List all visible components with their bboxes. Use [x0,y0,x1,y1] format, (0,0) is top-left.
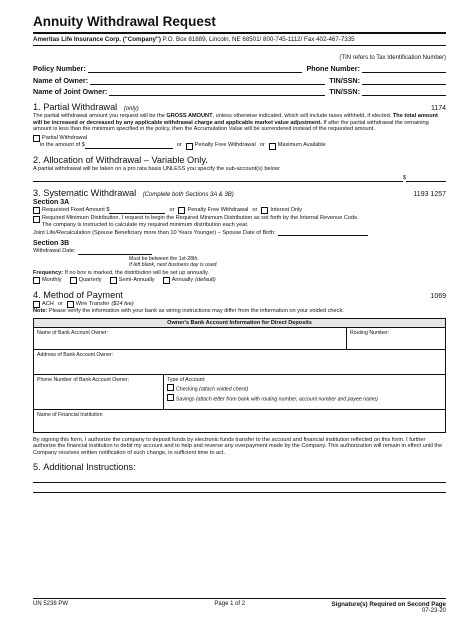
footer-right [332,601,447,614]
bank-owner-name-label: Name of Bank Account Owner: [37,329,108,336]
withdrawal-date-field[interactable] [78,249,152,255]
section-2-text: A partial withdrawal will be taken on a pro rata basis UNLESS you specify the sub-account(s) below: [33,165,281,172]
joint-life-label: Joint Life/Recalculation (Spouse Beneficiary more than 10 Years Younger) – Spouse Date of Birth: [33,229,276,236]
withdrawal-date-row [33,248,446,256]
bank-table-heading: Owner's Bank Account Information for Direct Deposits [34,319,445,328]
financial-institution-cell[interactable] [34,410,445,432]
bank-row-3 [34,375,445,410]
revision-date: 07-23-20 [421,608,446,614]
s1-p2: The total amount will be increased or decreased by any applicable withdrawal charge and applicable market value adjustment. [33,113,438,126]
owner-name-field[interactable] [90,76,325,85]
owner-name-label: Name of Owner: [33,75,89,85]
withdrawal-date-label: Withdrawal Date: [33,248,76,255]
bank-row-1 [34,328,445,350]
payment-or: or [57,300,63,307]
tin-field-2[interactable] [362,87,446,96]
company-address: P.O. Box 81889, Lincoln, NE 68501/ 800-745-1112/ Fax 402-467-7335 [162,36,355,43]
s3-penalty-free-label: Penalty Free Withdrawal [187,206,249,213]
savings-note: (attach letter from bank with routing number, account number and payee name) [195,396,378,403]
section-3-heading [33,188,446,198]
maximum-available-checkbox[interactable] [269,143,276,150]
maximum-available-label: Maximum Available [277,142,326,149]
section-4-number: 4. [33,289,41,300]
section-2-title: Allocation of Withdrawal – Variable Only. [43,154,208,165]
section-3-title: Systematic Withdrawal [43,187,137,198]
sub-account-dollar: $ [402,175,406,182]
section-4-code: 1069 [430,292,446,300]
phone-number-field[interactable] [362,64,446,73]
owner-row [33,76,446,85]
policy-number-field[interactable] [88,64,303,73]
section-3-code: 1193 1257 [413,190,446,198]
interest-only-checkbox[interactable] [261,207,268,214]
tin-label-2: TIN/SSN: [329,87,360,96]
bank-owner-address-cell[interactable] [34,350,445,374]
wire-transfer-label: Wire Transfer [75,300,110,307]
s3-penalty-free-checkbox[interactable] [178,207,185,214]
bank-row-2 [34,350,445,375]
partial-withdrawal-checkbox[interactable] [33,135,40,142]
financial-institution-label: Name of Financial Institution [37,411,103,418]
joint-owner-row [33,87,446,96]
partial-withdrawal-label: Partial Withdrawal [42,134,88,141]
section-1-sub: (only) [123,106,139,112]
rmd-text-2: The company is instructed to calculate my required minimum distribution each year. [42,221,249,228]
date-note-1: Must be between the 1st-28th. [129,255,199,262]
savings-option [167,394,442,404]
bank-info-table [33,318,446,433]
page-number: Page 1 of 2 [214,601,246,607]
section-5-heading [33,462,446,472]
s1-p1c: , unless otherwise indicated, which will include taxes withheld, if elected. [212,113,392,119]
policy-number-label: Policy Number: [33,64,86,73]
authorization-text: By signing this form, I authorize the company to deposit funds by electronic funds transfer to the account and financial institution reflected on this form. I further authorize the financial institution to debit my account and to help and reverse any overpayment made by the Company. This authorization will remain in effect until the Company receives written notification of such change, in sufficient time to act. [33,436,443,456]
form-number: UN 5238 PW [33,601,69,607]
note-label: Note: [33,308,48,315]
bank-owner-phone-label: Phone Number of Bank Account Owner: [37,376,129,383]
section-3-sub: (Complete both Sections 3A & 3B) [142,191,234,198]
ach-checkbox[interactable] [33,301,40,308]
joint-owner-field[interactable] [109,87,325,96]
wire-transfer-checkbox[interactable] [67,301,74,308]
monthly-checkbox[interactable] [33,277,40,284]
rmd-option [33,215,446,228]
tin-note: (TIN refers to Tax Identification Number) [339,55,446,61]
wire-fee: ($14 fee) [111,300,134,307]
rmd-checkbox[interactable] [33,216,40,223]
bank-owner-name-cell[interactable] [34,328,347,349]
quarterly-label: Quarterly [78,277,102,284]
fixed-amount-checkbox[interactable] [33,207,40,214]
joint-owner-label: Name of Joint Owner: [33,87,108,96]
frequency-options [33,277,446,285]
frequency-label: Frequency: [33,269,64,276]
checking-option [167,384,442,394]
phone-number-label: Phone Number: [306,64,360,73]
section-3b-heading: Section 3B [33,240,70,248]
section-5-title: Additional Instructions: [43,461,136,472]
section-4-heading [33,290,446,300]
section-3a-options [33,207,446,215]
sub-account-amount-field[interactable] [406,176,446,182]
s1-p1b: GROSS AMOUNT [166,113,213,119]
fixed-amount-label: Requested Fixed Amount $ [42,206,110,213]
section-3a-heading: Section 3A [33,198,70,206]
tin-label-1: TIN/SSN: [329,75,360,85]
annually-default-note: (default) [195,277,216,284]
savings-label: Savings [176,396,195,403]
section-2-heading [33,155,446,165]
frequency-note: If no box is marked, the distribution will be set up annually. [63,269,209,276]
or-1: or [176,142,182,149]
form-title: Annuity Withdrawal Request [33,14,216,29]
semi-annually-checkbox[interactable] [110,277,117,284]
amount-field[interactable] [85,143,173,149]
section-1-number: 1. [33,102,41,112]
section-1-text [33,113,446,133]
sub-account-row [33,175,446,183]
withdrawal-date-note [33,256,446,268]
section-5-number: 5. [33,461,41,472]
quarterly-checkbox[interactable] [70,277,77,284]
date-note-2: If left blank, next business day is used. [129,261,218,268]
penalty-free-label: Penalty Free Withdrawal [194,142,256,149]
fixed-amount-field[interactable] [109,208,165,214]
company-bar [33,32,446,46]
checking-note: (attach voided check) [199,386,249,393]
account-type-cell [164,375,445,409]
tin-field-1[interactable] [362,76,446,85]
spouse-dob-field[interactable] [278,230,368,236]
semi-annually-label: Semi-Annually [118,277,155,284]
payment-method-options [33,301,446,309]
section-1-heading [33,102,446,112]
frequency-text [33,270,446,277]
sub-account-field[interactable] [33,176,403,182]
s1-p1a: The partial withdrawal amount you request will be the [33,113,167,119]
checking-checkbox[interactable] [167,384,174,391]
section-1-code: 1174 [430,105,446,112]
signature-note: Signature(s) Required on Second Page [331,601,446,608]
amount-label: in the amount of $ [40,142,85,149]
bank-owner-address-label: Address of Bank Account Owner: [37,351,114,358]
s1-p3: If after the partial withdrawal the remaining amount is less than the minimum specified in the policy, then the Accumulation Value will be surrendered instead of the requested amount. [33,119,429,133]
payment-note [33,308,446,315]
rmd-text-1: Required Minimum Distribution. I request to begin the Required Minimum Distribution as set forth by the Internal Revenue Code. [42,215,359,222]
page-footer [33,598,446,614]
joint-life-row [33,230,446,238]
routing-number-label: Routing Number: [350,329,390,336]
s3-or-1: or [169,206,175,213]
section-4-title: Method of Payment [43,289,123,300]
penalty-free-checkbox[interactable] [186,143,193,150]
bank-owner-phone-cell[interactable] [34,375,164,409]
note-text: Please verify the information with your bank as wiring instructions may differ from the information on your voided check. [47,308,344,315]
instructions-line-2[interactable] [33,483,446,493]
ach-label: ACH [42,300,54,307]
section-3-number: 3. [33,187,41,198]
bank-row-4 [34,410,445,432]
section-2-number: 2. [33,154,41,165]
or-2: or [259,142,265,149]
section-1-title: Partial Withdrawal [43,102,118,112]
annually-checkbox[interactable] [163,277,170,284]
annually-label: Annually [171,277,194,284]
company-name: Ameritas Life Insurance Corp. ("Company") [33,36,161,43]
account-type-label: Type of Account: [167,376,206,383]
amount-row [33,142,446,150]
monthly-label: Monthly [42,277,62,284]
interest-only-label: Interest Only [270,206,303,213]
partial-withdrawal-option [33,135,446,143]
s3-or-2: or [252,206,258,213]
routing-number-cell[interactable] [347,328,445,349]
savings-checkbox[interactable] [167,394,174,401]
instructions-line-1[interactable] [33,473,446,483]
policy-row [33,64,446,73]
checking-label: Checking [176,386,198,393]
